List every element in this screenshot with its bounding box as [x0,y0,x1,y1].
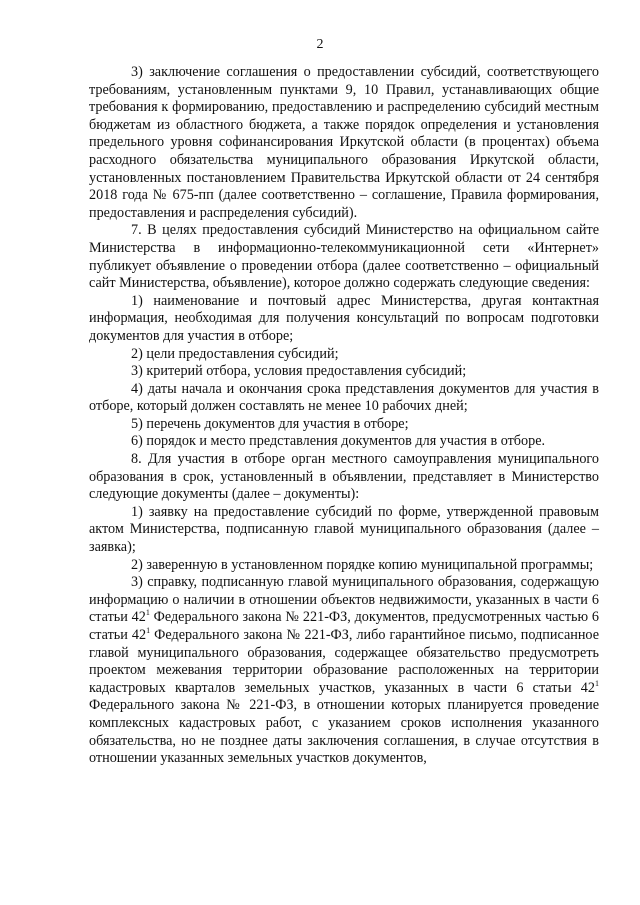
paragraph-8: 8. Для участия в отборе орган местного самоуправления муниципального образования в срок, установленный в объявлении, представляет в Министерство следующие документы (далее – документы): [89,451,599,503]
superscript: 1 [146,626,151,635]
text-segment: 3) справку, подписанную главой муниципального образования, содержащую информацию о наличии в отношении объектов недвижимости, указанных в части 6 статьи 42 [89,574,599,626]
superscript: 1 [595,678,599,688]
superscript: 1 [145,608,150,618]
paragraph-7-item-3: 3) критерий отбора, условия предоставления субсидий; [131,363,467,380]
paragraph-agreement: 3) заключение соглашения о предоставлении субсидий, соответствующего требованиям, установленным пунктами 9, 10 Правил, устанавливающих общие требования к формированию, предоставлению и распределению субсидий местным бюджетам из областного бюджета, а также порядок определения и установления предельного уровня софинансирования Иркутской области (в процентах) объема расходного обязательства муниципального образования Иркутской области, установленных постановлением Правительства Иркутской области от 24 сентября 2018 года № 675-пп (далее соответственно – соглашение, Правила формирования, предоставления и распределения субсидий). [89,64,599,221]
text-segment: Федерального закона № 221-ФЗ, документов, предусмотренных частью 6 статьи 42 [89,609,599,643]
paragraph-7-item-2: 2) цели предоставления субсидий; [131,345,339,362]
document-body [89,64,599,768]
paragraph-7-item-5: 5) перечень документов для участия в отборе; [131,415,409,432]
paragraph-8-item-1: 1) заявку на предоставление субсидий по форме, утвержденной правовым актом Министерства, подписанную главой муниципального образования (далее – заявка); [89,503,599,556]
paragraph-7-item-6: 6) порядок и место представления документов для участия в отборе. [131,433,546,450]
paragraph-7-item-1: 1) наименование и почтовый адрес Министерства, другая контактная информация, необходимая для получения консультаций по вопросам подготовки документов для участия в отборе; [89,292,599,344]
paragraph-7: 7. В целях предоставления субсидий Министерство на официальном сайте Министерства в информационно-телекоммуникационной сети «Интернет» публикует объявление о проведении отбора (далее соответственно – официальный сайт Министерства, объявление), которое должно содержать следующие сведения: [89,222,599,292]
paragraph-7-item-4: 4) даты начала и окончания срока представления документов для участия в отборе, который должен составлять не менее 10 рабочих дней; [89,380,599,415]
text-segment: Федерального закона № 221-ФЗ, либо гарантийное письмо, подписанное главой муниципального образования, содержащее обязательство предусмотреть проектом межевания территории образование расположенных на территории кадастровых кварталов земельных участков, указанных в части 6 статьи 42 [89,627,599,696]
paragraph-8-item-3 [89,574,599,768]
page-number: 2 [316,37,324,52]
text-segment: Федерального закона № 221-ФЗ, в отношении которых планируется проведение комплексных кадастровых работ, с указанием сроков исполнения указанного обязательства, но не позднее даты заключения соглашения, в случае отсутствия в отношении указанных земельных участков документов, [89,697,599,767]
paragraph-8-item-2: 2) заверенную в установленном порядке копию муниципальной программы; [131,556,594,573]
